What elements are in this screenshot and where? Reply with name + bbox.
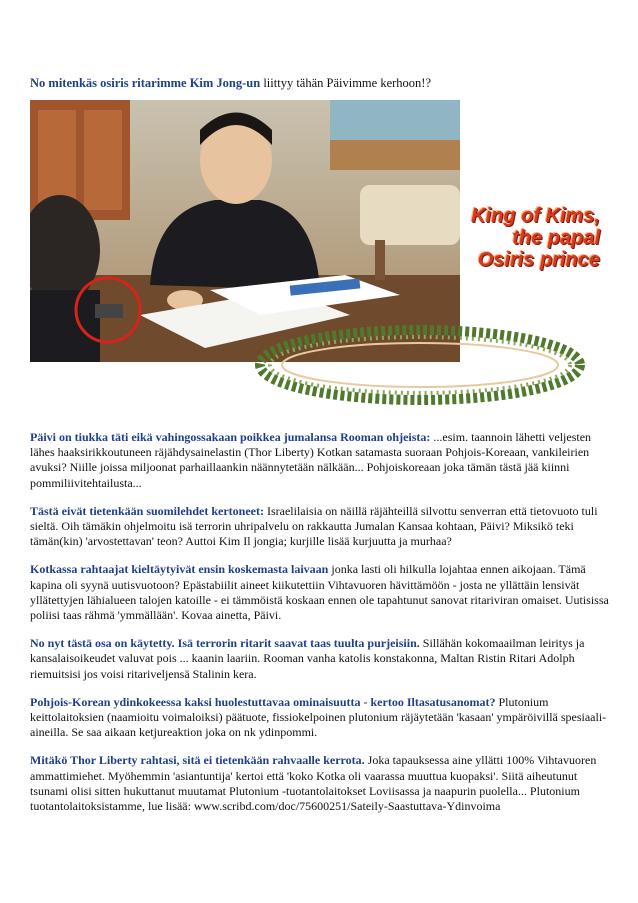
- paragraph: [30, 504, 610, 550]
- paragraph: [30, 695, 610, 741]
- paragraph-lead: Päivi on tiukka täti eikä vahingossakaan poikkea jumalansa Rooman ohjeista:: [30, 430, 431, 444]
- paragraph: [30, 753, 610, 814]
- paragraph-text: Joka tapauksessa aine yllätti 100% Vihtavuoren ammattimiehet. Myöhemmin 'asiantuntija' kertoi että 'koko Kotka oli vaarassa muuttua kuopaksi'. Siitä aiheutunut tsunami olisi sitten hukuttanut muutamat Plutonium -tuotantolaitokset Loviisassa ja naapurin puolella... Plutonium tuotantolaitoksistamme, lue lisää: www.scribd.com/doc/75600251/Sateily-Saastuttava-Ydinvoima: [30, 753, 597, 814]
- paragraph: [30, 636, 610, 682]
- paragraph-text: Israelilaisia on näillä räjähteillä silvottu senverran että tietovuoto tuli sieltä. Oih tämäkin ohjelmoitu isä terrorin uhripalvelu on rakkautta Jumalan Kansaa kohtaan, Päivi? Miksikö teki tämän(kin) 'arvostettavan' teon? Auttoi Kim Il jongia; kurjille lisää kurjuutta ja murhaa?: [30, 503, 598, 549]
- paragraph-text: jonka lasti oli hilkulla lojahtaa ennen aikojaan. Tämä kapina oli syynä uutisvuotoon? Epästabiilit aineet kiikutettiin Vihtavuoren hävittämöön - josta ne yllättäin lensivät yllätettyjen lähialueen talojen katoille - ei tämmöistä koskaan ennen ole tapahtunut sanovat ritariviran omaiset. Uutisissa poliisi taas rähmä 'ymmällään'. Kovaa ainetta, Päivi.: [30, 562, 609, 623]
- paragraph-lead: Pohjois-Korean ydinkokeessa kaksi huolestuttavaa ominaisuutta - kertoo Iltasatusanomat?: [30, 694, 496, 709]
- paragraph-lead: No nyt tästä osa on käytetty. Isä terrorin ritarit saavat taas tuulta purjeisiin.: [30, 636, 420, 651]
- paragraph: [30, 562, 610, 623]
- paragraph-text: Sillähän kokomaailman leiritys ja kansalaisoikeudet valuvat pois ... kaanin laariin. Rooman vanha katolis konstakonna, Maltan Ristin Ritari Adolph riemuitsisi jos voisi ritariveljensä Stalinin kera.: [30, 636, 585, 681]
- halo-decoration: [245, 320, 595, 410]
- headline: [30, 76, 610, 91]
- caption-line: Osiris prince: [477, 249, 600, 271]
- paragraph-text: Plutonium keittolaitoksien (naamioitu voimaloiksi) päätuote, fissiokelpoinen plutonium räjäytetään 'kasaan' ympäröivillä spesiaali-aineilla. Se saa aikaan ketjureaktion joka on nk ydinpommi.: [30, 694, 607, 740]
- paragraph-lead: Tästä eivät tietenkään suomilehdet kertoneet:: [30, 503, 264, 518]
- caption-line: King of Kims,: [471, 205, 600, 227]
- paragraph-lead: Kotkassa rahtaajat kieltäytyivät ensin koskemasta laivaan: [30, 562, 329, 577]
- photo-caption: [400, 205, 600, 271]
- article-body: [30, 430, 610, 827]
- headline-rest: liittyy tähän Päivimme kerhoon!?: [260, 76, 431, 90]
- paragraph: [30, 430, 610, 491]
- headline-bold: No mitenkäs osiris ritarimme Kim Jong-un: [30, 76, 261, 90]
- paragraph-text: ...esim. taannoin lähetti veljesten lähes haaksirikkoutuneen räjähdysainelastin (Thor Liberty) Kotkan satamasta suoraan Pohjois-Koreaan, vankileirien avuksi? Niille joissa miljoonat parhaillaankin näännytetään nälkään... Pohjoiskoreaan joka tämän tästä jää kiinni pommiliivitehtailusta...: [30, 430, 592, 490]
- caption-line: the papal: [512, 227, 600, 249]
- photo-figure: [30, 100, 600, 410]
- paragraph-lead: Mitäkö Thor Liberty rahtasi, sitä ei tietenkään rahvaalle kerrota.: [30, 753, 365, 768]
